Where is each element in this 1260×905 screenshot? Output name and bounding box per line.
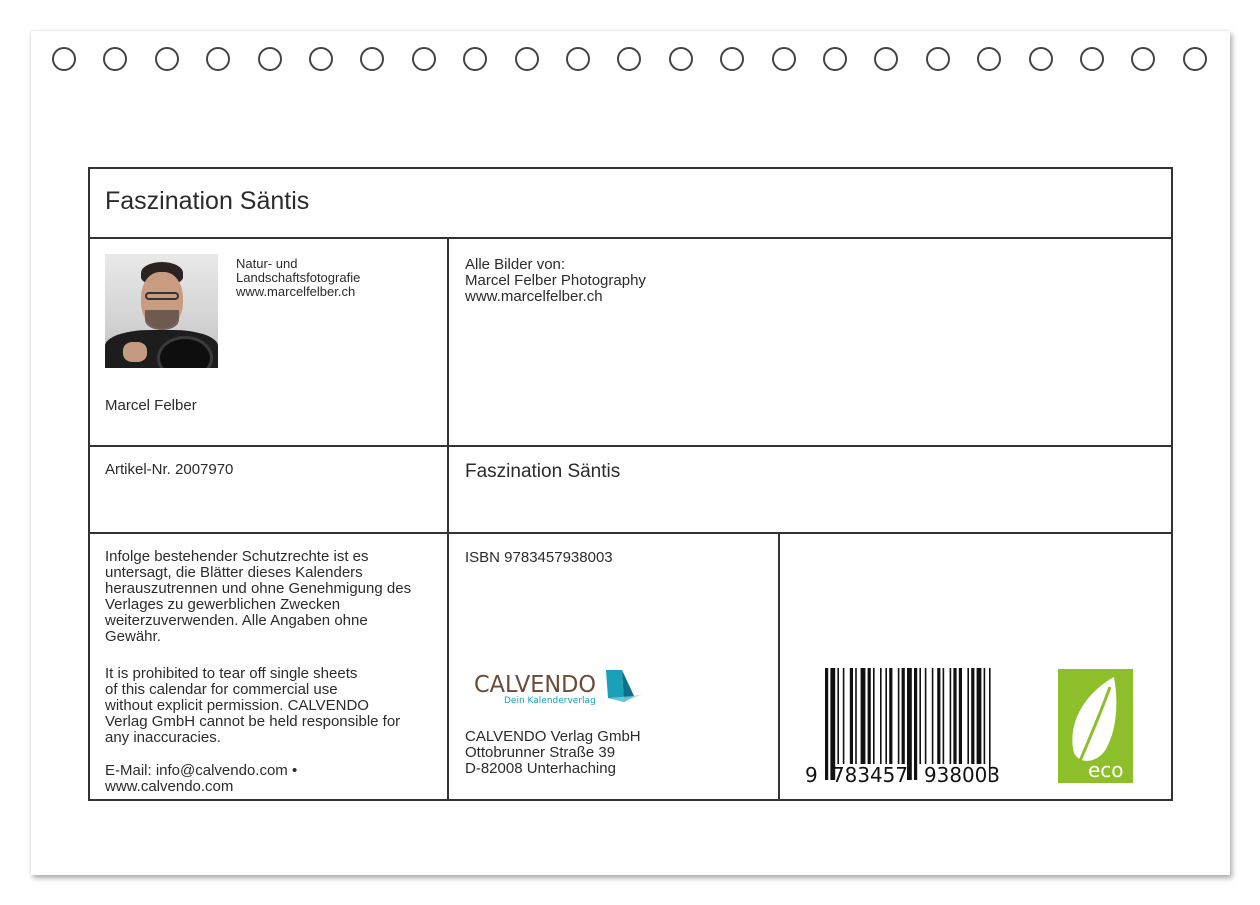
divider xyxy=(88,445,1173,447)
legal-de-5: weiterzuverwenden. Alle Angaben ohne xyxy=(105,612,368,629)
binding-hole xyxy=(155,47,179,71)
legal-de-4: Verlages zu gewerblichen Zwecken xyxy=(105,596,341,613)
legal-en-2: of this calendar for commercial use xyxy=(105,681,338,698)
legal-en-4: Verlag GmbH cannot be held responsible for xyxy=(105,713,401,730)
barcode-bar xyxy=(880,668,882,764)
publisher-city: D-82008 Unterhaching xyxy=(465,760,616,777)
publisher-street: Ottobrunner Straße 39 xyxy=(465,744,616,761)
legal-en-5: any inaccuracies. xyxy=(105,729,221,746)
author-photo xyxy=(105,254,218,368)
barcode-bar xyxy=(953,668,956,764)
binding-hole xyxy=(206,47,230,71)
barcode-bar xyxy=(937,668,940,764)
barcode-bar xyxy=(850,668,853,764)
legal-de-1: Infolge bestehender Schutzrechte ist es xyxy=(105,548,369,565)
author-name: Marcel Felber xyxy=(105,397,197,414)
barcode-bar xyxy=(959,668,962,764)
divider xyxy=(447,237,449,801)
divider xyxy=(88,237,1173,239)
barcode-bar xyxy=(971,668,974,764)
barcode-bar xyxy=(943,668,945,764)
binding-hole xyxy=(1183,47,1207,71)
barcode-bar xyxy=(898,668,900,764)
legal-en-1: It is prohibited to tear off single sheets xyxy=(105,665,358,682)
article-number: Artikel-Nr. 2007970 xyxy=(105,461,234,478)
binding-hole xyxy=(1029,47,1053,71)
barcode-bar xyxy=(950,668,952,764)
barcode-bar xyxy=(843,668,845,764)
binding-hole xyxy=(52,47,76,71)
binding-holes xyxy=(0,0,1260,60)
author-tagline-1: Natur- und xyxy=(236,256,298,271)
barcode-bar xyxy=(932,668,934,764)
binding-hole xyxy=(823,47,847,71)
barcode-bar xyxy=(902,668,905,764)
author-tagline-2: Landschaftsfotografie xyxy=(236,270,361,285)
barcode-bar xyxy=(925,668,927,764)
isbn-barcode xyxy=(805,668,1015,786)
contact-email: E-Mail: info@calvendo.com • xyxy=(105,762,298,779)
credits-line-1: Alle Bilder von: xyxy=(465,256,566,273)
binding-hole xyxy=(669,47,693,71)
calvendo-logo-tagline: Dein Kalenderverlag xyxy=(504,696,596,706)
isbn: ISBN 9783457938003 xyxy=(465,549,613,566)
eco-label-text: eco xyxy=(1088,758,1124,782)
publisher-name: CALVENDO Verlag GmbH xyxy=(465,728,641,745)
barcode-bar xyxy=(885,668,887,764)
binding-hole xyxy=(977,47,1001,71)
barcode-bar xyxy=(825,668,828,780)
barcode-bar xyxy=(873,668,875,764)
barcode-bar xyxy=(984,668,986,764)
barcode-bar xyxy=(861,668,866,764)
binding-hole xyxy=(463,47,487,71)
barcode-bar xyxy=(914,668,917,780)
calvendo-logo-text: CALVENDO xyxy=(474,672,596,698)
binding-hole xyxy=(772,47,796,71)
barcode-digit-first: 9 xyxy=(805,763,818,786)
calvendo-logo xyxy=(472,668,647,708)
legal-de-2: untersagt, die Blätter dieses Kalenders xyxy=(105,564,363,581)
legal-de-6: Gewähr. xyxy=(105,628,161,645)
barcode-bar xyxy=(889,668,892,764)
divider xyxy=(88,532,1173,534)
barcode-bar xyxy=(868,668,871,764)
divider xyxy=(778,532,780,801)
calendar-subtitle: Faszination Säntis xyxy=(465,461,621,482)
credits-line-2: Marcel Felber Photography xyxy=(465,272,646,289)
legal-de-3: herauszutrennen und ohne Genehmigung des xyxy=(105,580,412,597)
contact-website: www.calvendo.com xyxy=(105,778,234,795)
barcode-bar xyxy=(967,668,969,764)
barcode-bar xyxy=(837,668,839,764)
binding-hole xyxy=(515,47,539,71)
eco-label-icon xyxy=(1058,669,1133,783)
binding-hole xyxy=(258,47,282,71)
binding-hole xyxy=(1080,47,1104,71)
binding-hole xyxy=(412,47,436,71)
barcode-group-1: 783457 xyxy=(832,763,908,786)
barcode-bar xyxy=(919,668,921,764)
binding-hole xyxy=(926,47,950,71)
legal-en-3: without explicit permission. CALVENDO xyxy=(105,697,369,714)
barcode-bar xyxy=(977,668,982,764)
author-website: www.marcelfelber.ch xyxy=(236,284,356,299)
credits-line-3: www.marcelfelber.ch xyxy=(465,288,603,305)
barcode-bar xyxy=(855,668,857,764)
calendar-title: Faszination Säntis xyxy=(105,187,310,215)
binding-hole xyxy=(566,47,590,71)
binding-hole xyxy=(309,47,333,71)
barcode-group-2: 938003 xyxy=(924,763,1000,786)
binding-hole xyxy=(720,47,744,71)
